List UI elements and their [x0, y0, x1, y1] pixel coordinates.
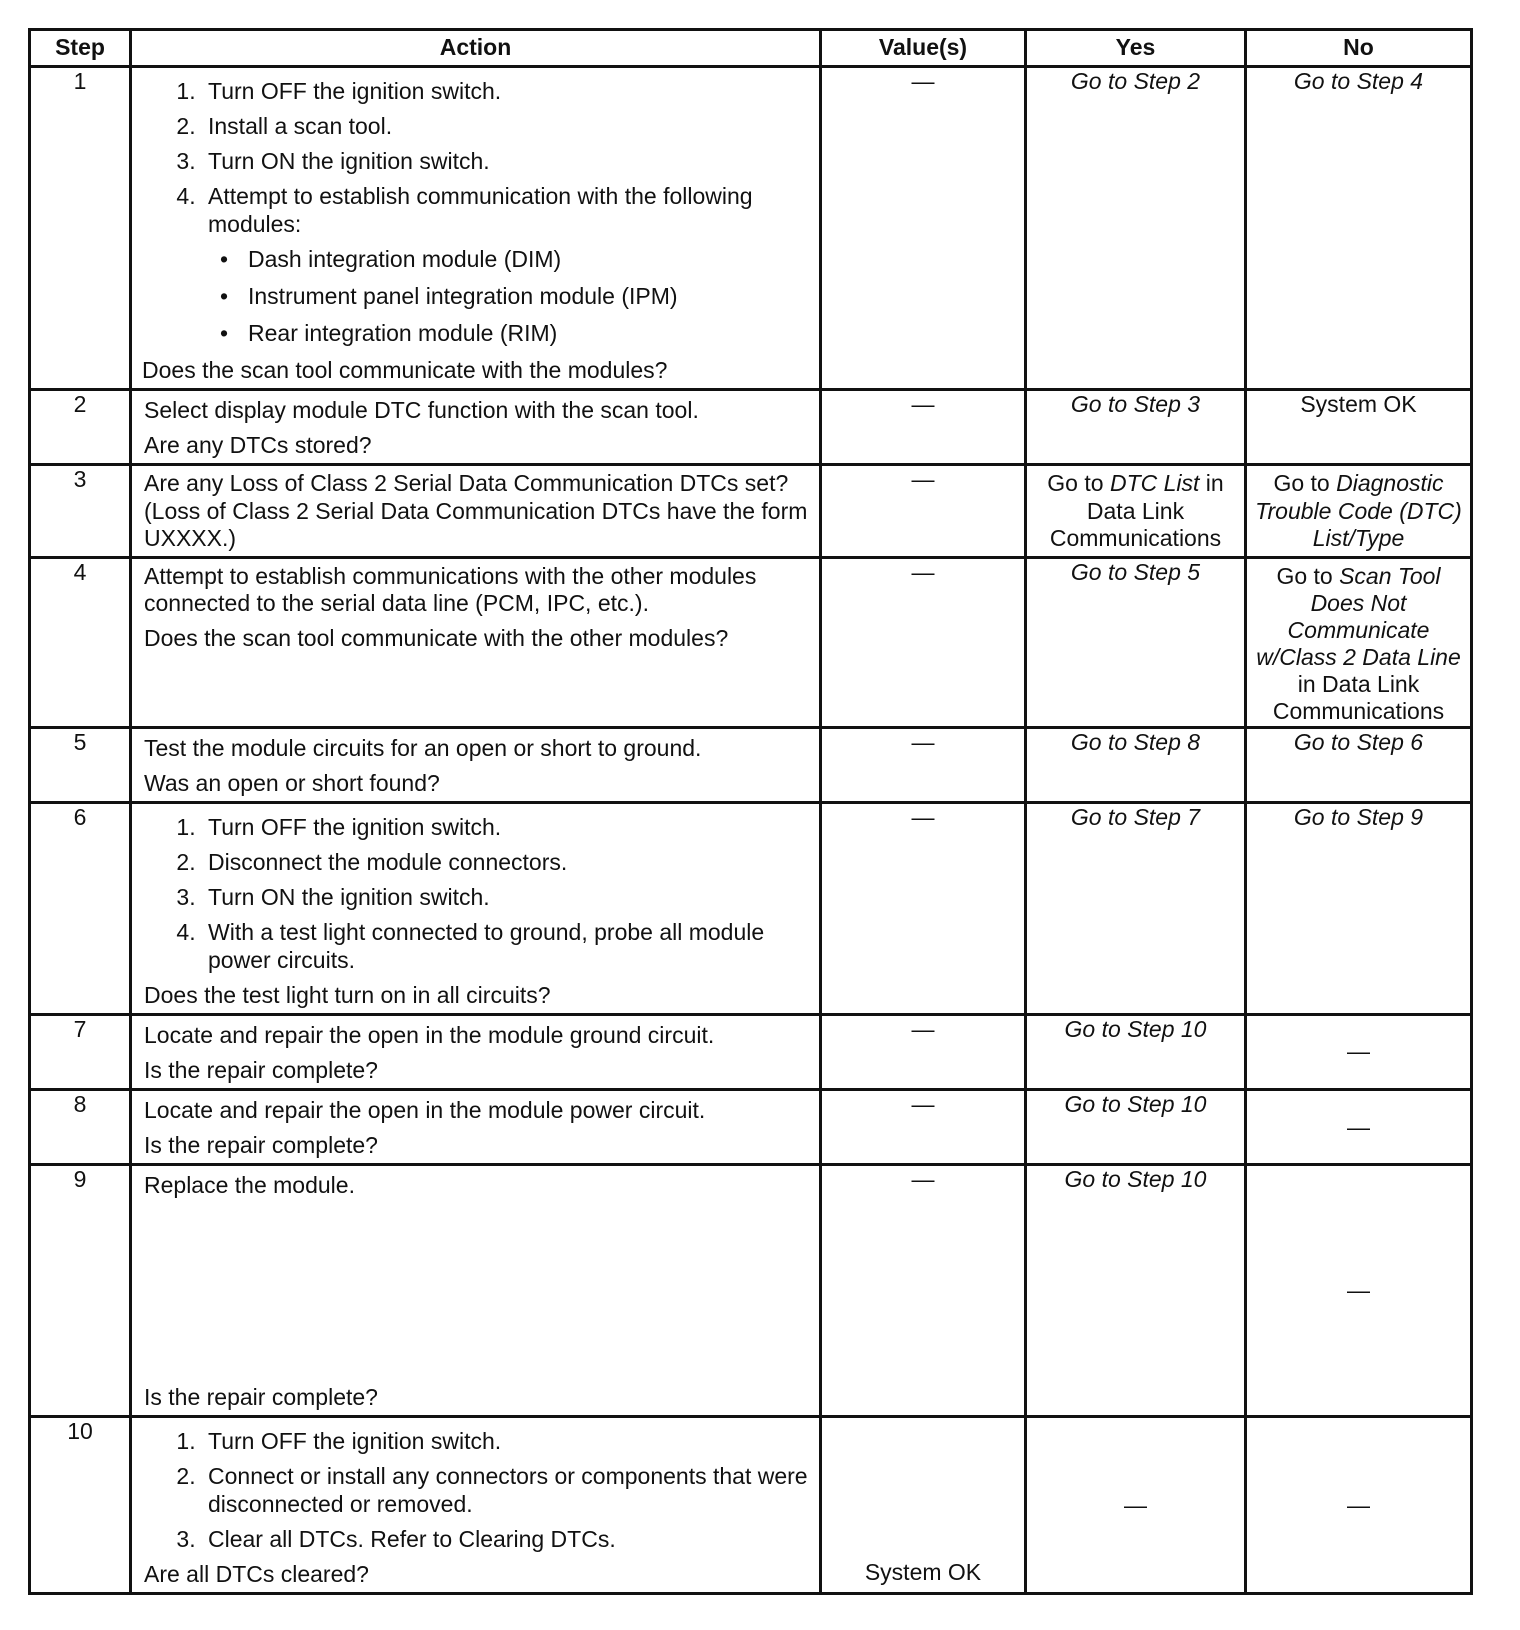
table-row: [30, 1417, 1472, 1594]
action-cell: [131, 1090, 821, 1165]
table-row: [30, 727, 1472, 802]
value-cell: —: [821, 67, 1026, 390]
table-row: [30, 1165, 1472, 1417]
list-item: 1. Turn OFF the ignition switch.: [202, 814, 809, 841]
no-link[interactable]: Scan Tool Does Not Communicate w/Class 2 Data Line: [1256, 562, 1461, 671]
action-cell: [131, 465, 821, 557]
action-list: [144, 814, 809, 974]
header-row: [30, 30, 1472, 67]
action-cell: [131, 1165, 821, 1417]
question-text: Is the repair complete?: [144, 1384, 378, 1411]
no-cell: —: [1246, 1014, 1472, 1089]
list-item: 1. Turn OFF the ignition switch.: [202, 1428, 809, 1455]
table-row: [30, 1014, 1472, 1089]
yes-link[interactable]: DTC List: [1109, 470, 1200, 497]
action-text: Locate and repair the open in the module power circuit.: [144, 1097, 706, 1123]
action-cell: [131, 390, 821, 465]
action-text: Locate and repair the open in the module ground circuit.: [144, 1021, 715, 1048]
action-cell: [131, 557, 821, 727]
action-text: Attempt to establish communications with the other modules connected to the serial data line (PCM, IPC, etc.).: [144, 562, 757, 616]
step-number: 3: [30, 465, 131, 557]
action-text: Replace the module.: [144, 1172, 355, 1199]
question-text: Are any DTCs stored?: [144, 432, 372, 459]
step-number: 10: [30, 1417, 131, 1594]
bullet-item: • Dash integration module (DIM): [242, 246, 809, 273]
value-cell: —: [821, 1165, 1026, 1417]
question-text: Is the repair complete?: [144, 1132, 378, 1159]
value-cell: —: [821, 390, 1026, 465]
action-cell: [131, 67, 821, 390]
table-row: [30, 803, 1472, 1015]
action-text: Test the module circuits for an open or short to ground.: [144, 734, 702, 761]
header-no: No: [1246, 30, 1472, 67]
yes-cell: Go to Step 10: [1026, 1090, 1246, 1165]
no-cell: [1246, 557, 1472, 727]
step-number: 6: [30, 803, 131, 1015]
no-prefix: Go to: [1276, 562, 1340, 589]
no-cell: Go to Step 4: [1246, 67, 1472, 390]
question-text: Does the scan tool communicate with the modules?: [142, 357, 668, 383]
yes-cell: [1026, 465, 1246, 557]
yes-cell: Go to Step 7: [1026, 803, 1246, 1015]
yes-cell: Go to Step 5: [1026, 557, 1246, 727]
no-cell: Go to Step 9: [1246, 803, 1472, 1015]
header-action: Action: [131, 30, 821, 67]
action-cell: [131, 1014, 821, 1089]
yes-cell: Go to Step 2: [1026, 67, 1246, 390]
diagnostic-table: [28, 28, 1473, 1595]
table-row: [30, 1090, 1472, 1165]
bullet-item: • Instrument panel integration module (IPM): [242, 283, 809, 310]
question-text: Does the scan tool communicate with the other modules?: [144, 625, 729, 651]
no-cell: System OK: [1246, 390, 1472, 465]
action-cell: [131, 1417, 821, 1594]
yes-cell: Go to Step 3: [1026, 390, 1246, 465]
header-values: Value(s): [821, 30, 1026, 67]
step-number: 7: [30, 1014, 131, 1089]
yes-prefix: Go to: [1047, 470, 1110, 497]
action-list: [144, 78, 809, 347]
action-cell: [131, 803, 821, 1015]
table-row: [30, 557, 1472, 727]
value-cell: —: [821, 727, 1026, 802]
yes-cell: Go to Step 8: [1026, 727, 1246, 802]
step-number: 9: [30, 1165, 131, 1417]
module-list: [208, 246, 809, 347]
header-yes: Yes: [1026, 30, 1246, 67]
question-text: Are all DTCs cleared?: [144, 1560, 369, 1587]
no-cell: Go to Step 6: [1246, 727, 1472, 802]
no-link[interactable]: Diagnostic Trouble Code (DTC) List/Type: [1255, 470, 1462, 551]
step-number: 4: [30, 557, 131, 727]
list-item: 2. Install a scan tool.: [202, 113, 809, 140]
list-item-text: Attempt to establish communication with the following modules:: [208, 183, 753, 237]
table-row: [30, 465, 1472, 557]
value-cell: —: [821, 1014, 1026, 1089]
list-item: 3. Turn ON the ignition switch.: [202, 884, 809, 911]
value-cell: —: [821, 465, 1026, 557]
yes-cell: Go to Step 10: [1026, 1165, 1246, 1417]
list-item: 2. Connect or install any connectors or components that were disconnected or removed.: [202, 1463, 809, 1517]
yes-cell: Go to Step 10: [1026, 1014, 1246, 1089]
no-cell: —: [1246, 1090, 1472, 1165]
list-item: [202, 183, 809, 347]
no-suffix: in Data Link Communications: [1272, 671, 1445, 725]
yes-suffix: in Data Link Communications: [1049, 470, 1224, 551]
action-text: Are any Loss of Class 2 Serial Data Communication DTCs set? (Loss of Class 2 Serial Data Communication DTCs have the form UXXXX.): [144, 470, 808, 551]
step-number: 2: [30, 390, 131, 465]
step-number: 1: [30, 67, 131, 390]
no-cell: —: [1246, 1417, 1472, 1594]
value-cell: —: [821, 557, 1026, 727]
question-text: Does the test light turn on in all circuits?: [144, 981, 551, 1008]
question-text: Is the repair complete?: [144, 1056, 378, 1083]
no-prefix: Go to: [1273, 470, 1337, 497]
step-number: 5: [30, 727, 131, 802]
header-step: Step: [30, 30, 131, 67]
table-row: [30, 390, 1472, 465]
bullet-item: • Rear integration module (RIM): [242, 320, 809, 347]
value-cell: —: [821, 803, 1026, 1015]
value-cell: System OK: [821, 1417, 1026, 1594]
action-list: [144, 1428, 809, 1553]
yes-cell: —: [1026, 1417, 1246, 1594]
list-item: 3. Turn ON the ignition switch.: [202, 148, 809, 175]
list-item: 1. Turn OFF the ignition switch.: [202, 78, 809, 105]
step-number: 8: [30, 1090, 131, 1165]
action-cell: [131, 727, 821, 802]
no-cell: —: [1246, 1165, 1472, 1417]
value-cell: —: [821, 1090, 1026, 1165]
no-cell: [1246, 465, 1472, 557]
list-item: 4. With a test light connected to ground, probe all module power circuits.: [202, 919, 809, 973]
table-row: [30, 67, 1472, 390]
question-text: Was an open or short found?: [144, 769, 440, 796]
action-text: Select display module DTC function with the scan tool.: [144, 397, 699, 424]
list-item: 2. Disconnect the module connectors.: [202, 849, 809, 876]
list-item: 3. Clear all DTCs. Refer to Clearing DTCs.: [202, 1526, 809, 1553]
